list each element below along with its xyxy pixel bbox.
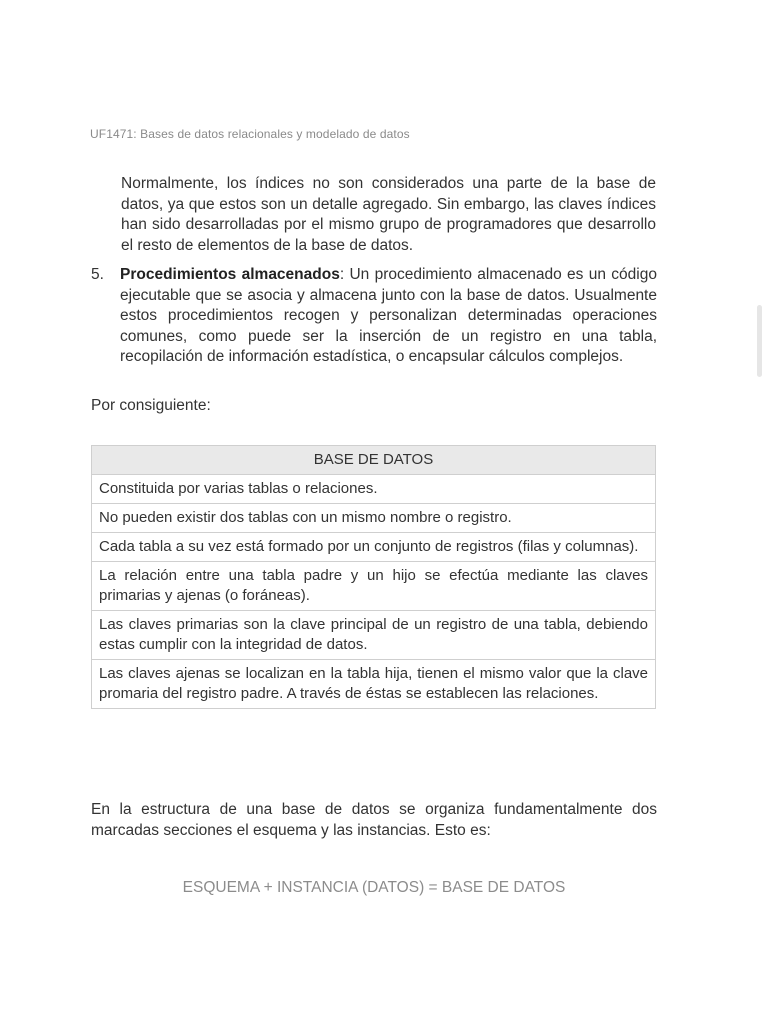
table-row — [92, 660, 656, 709]
table-cell: No pueden existir dos tablas con un mismo nombre o registro. — [92, 504, 656, 533]
list-item-text: : Un procedimiento almacenado es un código ejecutable que se asocia y almacena junto con la base de datos. Usualmente estos procedimientos recogen y personalizan determinadas operaciones comunes, como puede ser la inserción de un registro en una tabla, recopilación de información estadística, o encapsular cálculos complejos. — [120, 266, 657, 365]
table-row — [92, 504, 656, 533]
list-item-term: Procedimientos almacenados — [120, 266, 340, 283]
table-cell: Las claves primarias son la clave principal de un registro de una tabla, debiendo estas cumplir con la integridad de datos. — [92, 611, 656, 660]
table-cell: Cada tabla a su vez está formado por un conjunto de registros (filas y columnas). — [92, 533, 656, 562]
table-cell: Las claves ajenas se localizan en la tabla hija, tienen el mismo valor que la clave promaria del registro padre. A través de éstas se establecen las relaciones. — [92, 660, 656, 709]
list-item-5 — [91, 265, 657, 368]
lead-in-text: Por consiguiente: — [91, 397, 211, 414]
running-header: UF1471: Bases de datos relacionales y modelado de datos — [90, 127, 410, 141]
table-cell: La relación entre una tabla padre y un hijo se efectúa mediante las claves primarias y ajenas (o foráneas). — [92, 562, 656, 611]
table-header-cell: BASE DE DATOS — [92, 446, 656, 475]
table-header-row — [92, 446, 656, 475]
list-item-body — [120, 265, 657, 368]
table-row — [92, 611, 656, 660]
formula-line: ESQUEMA + INSTANCIA (DATOS) = BASE DE DATOS — [182, 879, 566, 896]
table-row — [92, 475, 656, 504]
database-table — [91, 445, 656, 709]
list-item-number: 5. — [91, 266, 104, 283]
table-row — [92, 533, 656, 562]
table-cell: Constituida por varias tablas o relaciones. — [92, 475, 656, 504]
table-row — [92, 562, 656, 611]
intro-paragraph: Normalmente, los índices no son considerados una parte de la base de datos, ya que estos son un detalle agregado. Sin embargo, las claves índices han sido desarrolladas por el mismo grupo de programadores que desarrollo el resto de elementos de la base de datos. — [121, 175, 656, 254]
structure-paragraph: En la estructura de una base de datos se organiza fundamentalmente dos marcadas secciones el esquema y las instancias. Esto es: — [91, 801, 657, 839]
scrollbar-thumb[interactable] — [757, 305, 762, 377]
